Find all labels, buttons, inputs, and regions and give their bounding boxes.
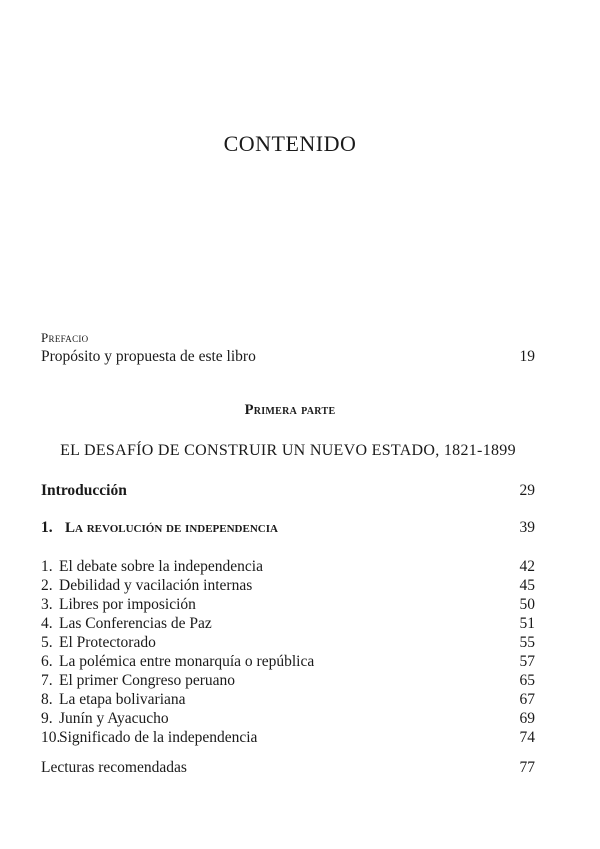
toc-section-item[interactable] xyxy=(41,728,535,747)
section-page: 65 xyxy=(519,672,535,689)
toc-section-item[interactable] xyxy=(41,652,535,671)
toc-entry-label: Lecturas recomendadas xyxy=(41,759,187,776)
toc-section-item[interactable] xyxy=(41,557,535,576)
part-title: EL DESAFÍO DE CONSTRUIR UN NUEVO ESTADO, 1821-1899 xyxy=(60,442,516,459)
section-number: 4. xyxy=(41,615,53,632)
section-page: 51 xyxy=(519,615,535,632)
section-number: 1. xyxy=(41,558,53,575)
section-number: 7. xyxy=(41,672,53,689)
section-label: La polémica entre monarquía o república xyxy=(59,653,315,670)
section-page: 67 xyxy=(519,691,535,708)
toc-entry-page: 19 xyxy=(519,348,535,365)
section-label: Las Conferencias de Paz xyxy=(59,615,212,632)
toc-entry-chapter-1[interactable] xyxy=(41,518,535,538)
toc-entry-introduction[interactable] xyxy=(41,481,535,500)
toc-entry-page: 39 xyxy=(519,519,535,536)
toc-section-item[interactable] xyxy=(41,614,535,633)
toc-entry-readings[interactable] xyxy=(41,758,535,777)
section-label: Libres por imposición xyxy=(59,596,196,613)
chapter-number: 1. xyxy=(41,519,53,536)
section-page: 69 xyxy=(519,710,535,727)
section-number: 5. xyxy=(41,634,53,651)
section-label: El primer Congreso peruano xyxy=(59,672,236,689)
section-page: 42 xyxy=(519,558,535,575)
section-number: 6. xyxy=(41,653,53,670)
page-title: CONTENIDO xyxy=(223,131,357,156)
chapter-title: La revolución de independencia xyxy=(65,520,278,536)
toc-section-item[interactable] xyxy=(41,690,535,709)
section-page: 50 xyxy=(519,596,535,613)
section-number: 3. xyxy=(41,596,53,613)
toc-entry-label: Introducción xyxy=(41,482,127,499)
section-page: 57 xyxy=(519,653,535,670)
section-label: El Protectorado xyxy=(59,634,156,651)
section-number: 10. xyxy=(41,729,61,746)
section-page: 74 xyxy=(519,729,535,746)
toc-entry-page: 77 xyxy=(519,759,535,776)
toc-entry-preface[interactable] xyxy=(41,347,535,366)
section-number: 8. xyxy=(41,691,53,708)
part-label: Primera parte xyxy=(244,402,336,418)
section-number: 9. xyxy=(41,710,53,727)
preface-heading: Prefacio xyxy=(41,330,89,345)
section-label: Debilidad y vacilación internas xyxy=(59,577,253,594)
section-label: Significado de la independencia xyxy=(59,729,258,746)
section-page: 45 xyxy=(519,577,535,594)
section-label: El debate sobre la independencia xyxy=(59,558,263,575)
toc-entry-page: 29 xyxy=(519,482,535,499)
toc-section-item[interactable] xyxy=(41,709,535,728)
toc-section-item[interactable] xyxy=(41,595,535,614)
section-page: 55 xyxy=(519,634,535,651)
toc-section-item[interactable] xyxy=(41,633,535,652)
toc-section-item[interactable] xyxy=(41,576,535,595)
section-label: La etapa bolivariana xyxy=(59,691,186,708)
section-label: Junín y Ayacucho xyxy=(59,710,169,727)
section-number: 2. xyxy=(41,577,53,594)
toc-section-item[interactable] xyxy=(41,671,535,690)
toc-entry-label: Propósito y propuesta de este libro xyxy=(41,348,256,365)
